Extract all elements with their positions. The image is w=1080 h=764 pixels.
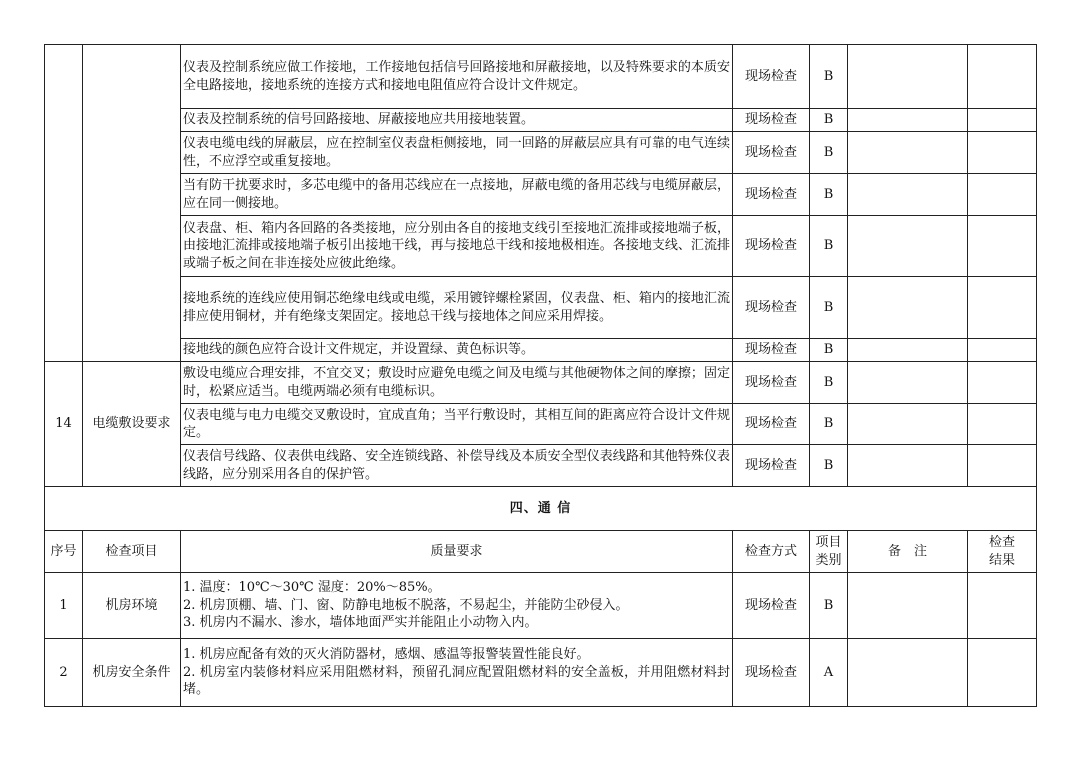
requirement-cell: 仪表及控制系统应做工作接地，工作接地包括信号回路接地和屏蔽接地，以及特殊要求的本质安全电路接地，接地系统的连接方式和接地电阻值应符合设计文件规定。 [181,45,733,109]
category-cell: B [810,132,848,174]
requirement-cell: 接地线的颜色应符合设计文件规定，并设置绿、黄色标识等。 [181,339,733,362]
table-row [45,362,1037,404]
result-cell [968,277,1037,339]
result-cell [968,573,1037,639]
method-cell: 现场检查 [733,639,810,707]
requirement-line: 2. 机房顶棚、墙、门、窗、防静电地板不脱落，不易起尘，并能防尘砂侵入。 [183,597,629,613]
requirement-cell [181,639,733,707]
result-cell [968,109,1037,132]
table-row [45,573,1037,639]
remarks-cell [848,362,968,404]
inspection-table [44,44,1037,707]
category-cell: B [810,45,848,109]
method-cell: 现场检查 [733,174,810,216]
result-cell [968,445,1037,487]
category-cell: B [810,216,848,277]
remarks-cell [848,109,968,132]
seq-cell: 2 [45,639,83,707]
header-item: 检查项目 [83,531,181,573]
seq-cell: 14 [45,362,83,487]
requirement-cell: 接地系统的连线应使用铜芯绝缘电线或电缆，采用镀锌螺栓紧固，仪表盘、柜、箱内的接地汇流排应使用铜材，并有绝缘支架固定。接地总干线与接地体之间应采用焊接。 [181,277,733,339]
requirement-cell: 仪表电缆电线的屏蔽层，应在控制室仪表盘柜侧接地，同一回路的屏蔽层应具有可靠的电气连续性，不应浮空或重复接地。 [181,132,733,174]
method-cell: 现场检查 [733,132,810,174]
header-method: 检查方式 [733,531,810,573]
method-cell: 现场检查 [733,339,810,362]
method-cell: 现场检查 [733,109,810,132]
result-cell [968,45,1037,109]
method-cell: 现场检查 [733,277,810,339]
header-category-line2: 类别 [815,552,842,568]
requirement-cell: 敷设电缆应合理安排，不宜交叉；敷设时应避免电缆之间及电缆与其他硬物体之间的摩擦；固定时，松紧应适当。电缆两端必须有电缆标识。 [181,362,733,404]
header-result-line1: 检查 [988,535,1015,550]
header-category-line1: 项目 [815,535,842,550]
method-cell: 现场检查 [733,404,810,445]
item-cell: 电缆敷设要求 [83,362,181,487]
requirement-cell: 仪表及控制系统的信号回路接地、屏蔽接地应共用接地装置。 [181,109,733,132]
category-cell: B [810,445,848,487]
header-no: 序号 [45,531,83,573]
seq-cell: 1 [45,573,83,639]
header-remarks: 备 注 [848,531,968,573]
remarks-cell [848,573,968,639]
category-cell: B [810,362,848,404]
result-cell [968,132,1037,174]
category-cell: B [810,573,848,639]
category-cell: A [810,639,848,707]
category-cell: B [810,277,848,339]
header-requirement: 质量要求 [181,531,733,573]
remarks-cell [848,216,968,277]
result-cell [968,362,1037,404]
method-cell: 现场检查 [733,445,810,487]
remarks-cell [848,339,968,362]
table-row [45,639,1037,707]
table-row [45,45,1037,109]
method-cell: 现场检查 [733,216,810,277]
header-category [810,531,848,573]
section-title: 四、通 信 [45,487,1037,531]
requirement-cell [181,573,733,639]
result-cell [968,404,1037,445]
requirement-line: 1. 机房应配备有效的灭火消防器材，感烟、感温等报警装置性能良好。 [183,647,590,663]
remarks-cell [848,174,968,216]
remarks-cell [848,639,968,707]
category-cell: B [810,404,848,445]
category-cell: B [810,109,848,132]
header-row [45,531,1037,573]
item-cell [83,45,181,362]
table-row [45,174,1037,216]
remarks-cell [848,132,968,174]
remarks-cell [848,45,968,109]
category-cell: B [810,174,848,216]
table-row [45,109,1037,132]
table-row [45,277,1037,339]
requirement-cell: 仪表电缆与电力电缆交叉敷设时，宜成直角；当平行敷设时，其相互间的距离应符合设计文件规定。 [181,404,733,445]
result-cell [968,339,1037,362]
table-row [45,445,1037,487]
result-cell [968,174,1037,216]
item-cell: 机房安全条件 [83,639,181,707]
table-row [45,404,1037,445]
table-row [45,132,1037,174]
seq-cell [45,45,83,362]
remarks-cell [848,404,968,445]
item-cell: 机房环境 [83,573,181,639]
requirement-line: 3. 机房内不漏水、渗水，墙体地面严实并能阻止小动物入内。 [183,615,538,631]
method-cell: 现场检查 [733,45,810,109]
remarks-cell [848,445,968,487]
result-cell [968,639,1037,707]
requirement-cell: 当有防干扰要求时，多芯电缆中的备用芯线应在一点接地，屏蔽电缆的备用芯线与电缆屏蔽层，应在同一侧接地。 [181,174,733,216]
header-result [968,531,1037,573]
table-row [45,339,1037,362]
section-row [45,487,1037,531]
requirement-line: 2. 机房室内装修材料应采用阻燃材料，预留孔洞应配置阻燃材料的安全盖板，并用阻燃材料封堵。 [183,664,730,698]
header-result-line2: 结果 [988,552,1015,568]
requirement-cell: 仪表盘、柜、箱内各回路的各类接地，应分别由各自的接地支线引至接地汇流排或接地端子板，由接地汇流排或接地端子板引出接地干线，再与接地总干线和接地极相连。各接地支线、汇流排或端子板之间在非连接处应彼此绝缘。 [181,216,733,277]
table-row [45,216,1037,277]
requirement-line: 1. 温度：10℃～30℃ 湿度：20%～85%。 [183,580,441,596]
remarks-cell [848,277,968,339]
method-cell: 现场检查 [733,573,810,639]
category-cell: B [810,339,848,362]
result-cell [968,216,1037,277]
method-cell: 现场检查 [733,362,810,404]
requirement-cell: 仪表信号线路、仪表供电线路、安全连锁线路、补偿导线及本质安全型仪表线路和其他特殊仪表线路，应分别采用各自的保护管。 [181,445,733,487]
